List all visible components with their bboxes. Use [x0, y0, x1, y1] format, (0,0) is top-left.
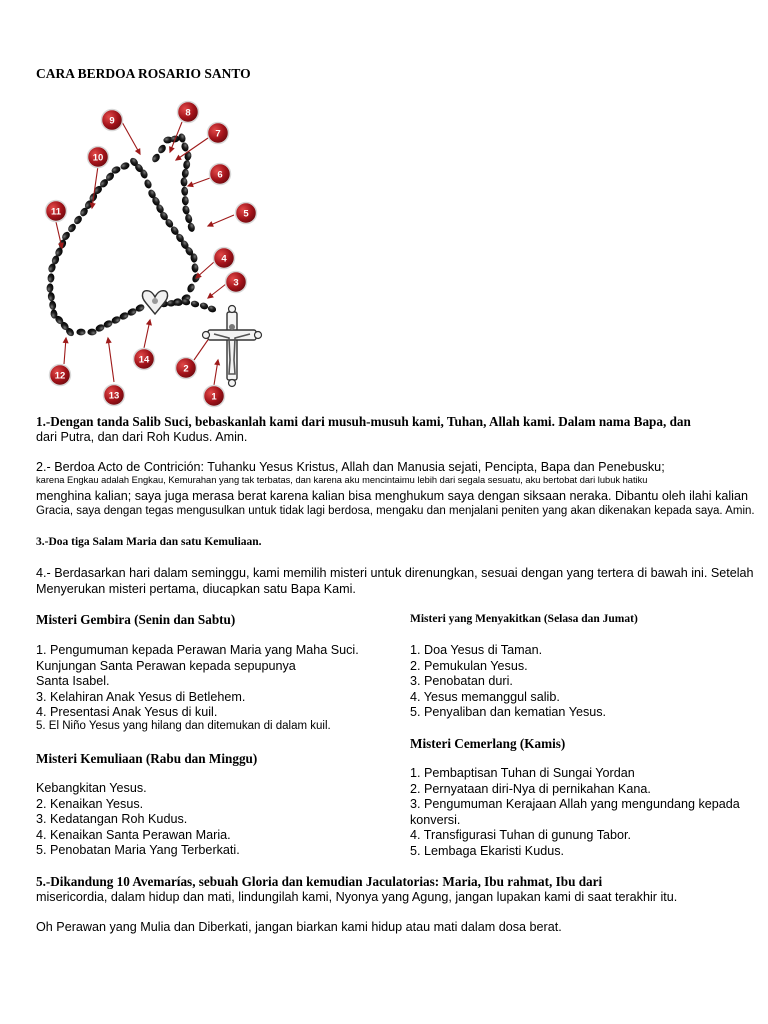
arrow-head [176, 156, 181, 160]
rosary-bead [191, 263, 199, 273]
list-item: 4. Presentasi Anak Yesus di kuil. [36, 705, 218, 719]
number-badge-label: 4 [221, 253, 227, 265]
arrow-head [215, 360, 219, 365]
list-item: Kebangkitan Yesus. [36, 781, 147, 795]
list-item: Kunjungan Santa Perawan kepada sepupunya [36, 658, 296, 673]
number-badge-label: 10 [92, 152, 104, 164]
rosary-bead [143, 178, 153, 189]
closing-prayer: Oh Perawan yang Mulia dan Diberkati, jangan biarkan kami hidup atau mati dalam dosa berat. [36, 920, 562, 934]
number-badge-label: 2 [183, 363, 189, 375]
list-item: 3. Penobatan duri. [410, 674, 513, 688]
rosary-bead [47, 292, 55, 302]
rosary-bead [76, 329, 85, 336]
list-item: konversi. [410, 812, 461, 827]
rosary-bead [47, 273, 55, 283]
arrow-head [136, 149, 140, 154]
menyakitkan-list [410, 643, 606, 721]
list-item: 3. Pengumuman Kerajaan Allah yang mengundang kepada [410, 797, 740, 811]
list-item: 3. Kedatangan Roh Kudus. [36, 812, 188, 826]
list-item: 2. Kenaikan Yesus. [36, 796, 144, 811]
pointer-arrow [108, 338, 114, 382]
rosary-bead [46, 283, 54, 293]
list-item: 4. Transfigurasi Tuhan di gunung Tabor. [410, 828, 632, 842]
list-item: 2. Pemukulan Yesus. [410, 658, 528, 673]
rosary-bead [180, 177, 187, 187]
arrow-head [107, 338, 111, 343]
rosary-bead [157, 143, 168, 154]
list-item: 4. Kenaikan Santa Perawan Maria. [36, 827, 231, 842]
list-item: 3. Kelahiran Anak Yesus di Betlehem. [36, 689, 246, 704]
number-badge-label: 11 [50, 206, 62, 218]
gembira-list [36, 643, 359, 721]
step1-line2: dari Putra, dan dari Roh Kudus. Amin. [36, 430, 248, 444]
rosary-bead [186, 282, 196, 293]
number-badge-label: 7 [215, 128, 221, 140]
rosary-bead [183, 160, 191, 170]
crucifix-icon [203, 306, 262, 387]
rosary-bead [119, 161, 130, 171]
rosary-illustration [36, 98, 268, 410]
rosary-bead [199, 302, 209, 311]
list-item: 1. Pembaptisan Tuhan di Sungai Yordan [410, 766, 635, 780]
cemerlang-list [410, 766, 740, 859]
step5-line1: 5.-Dikandung 10 Avemarías, sebuah Gloria dan kemudian Jaculatorias: Maria, Ibu rahmat, Ibu dari [36, 874, 603, 889]
kemuliaan-heading: Misteri Kemuliaan (Rabu dan Minggu) [36, 751, 258, 766]
number-badge-label: 6 [217, 169, 223, 181]
step2-line4: Gracia, saya dengan tegas mengusulkan untuk tidak lagi berdosa, mengaku dan menjalani peniten yang akan dikenakan kepada saya. Amin. [36, 505, 755, 517]
arrow-head [147, 320, 151, 325]
rosary-bead [181, 205, 190, 216]
rosary-bead [207, 305, 217, 314]
rosary-bead [184, 151, 192, 161]
rosary-bead [180, 142, 189, 153]
rosary-bead [181, 168, 189, 178]
arrow-head [64, 338, 68, 343]
step2-line2: karena Engkau adalah Engkau, Kemurahan yang tak terbatas, dan karena aku mencintaimu lebih dari segala sesuatu, aku bertobat dari lubuk hatiku [36, 475, 648, 485]
rosary-bead [182, 196, 189, 206]
list-item: 1. Doa Yesus di Taman. [410, 643, 543, 657]
number-badge-label: 3 [233, 277, 239, 289]
rosary-bead [190, 300, 200, 308]
number-badge-label: 14 [138, 354, 150, 366]
number-badge-label: 13 [108, 390, 120, 402]
rosary-bead [49, 300, 57, 310]
step2-line1: 2.- Berdoa Acto de Contrición: Tuhanku Yesus Kristus, Allah dan Manusia sejati, Pencipta, Bapa dan Penebusku; [36, 460, 665, 474]
list-item: 4. Yesus memanggul salib. [410, 689, 560, 704]
rosary-bead [87, 329, 96, 336]
rosary-bead [177, 133, 186, 144]
center-medal-icon [142, 291, 167, 314]
menyakitkan-heading: Misteri yang Menyakitkan (Selasa dan Jumat) [410, 613, 638, 625]
number-badge-label: 12 [54, 370, 66, 382]
rosary-bead [187, 222, 196, 233]
gembira-last-item: 5. El Niño Yesus yang hilang dan ditemukan di dalam kuil. [36, 720, 331, 732]
step1-line1: 1.-Dengan tanda Salib Suci, bebaskanlah kami dari musuh-musuh kami, Tuhan, Allah kami. Dalam nama Bapa, dan [36, 414, 691, 429]
arrow-head [91, 203, 95, 208]
pointer-arrow [122, 122, 140, 154]
number-badge-label: 5 [243, 208, 249, 220]
step3-text: 3.-Doa tiga Salam Maria dan satu Kemuliaan. [36, 536, 262, 548]
rosary-arrows [56, 122, 234, 385]
arrow-head [208, 222, 213, 226]
number-badge-label: 9 [109, 115, 115, 127]
rosary-bead [184, 213, 193, 224]
step5-line2: misericordia, dalam hidup dan mati, lindungilah kami, Nyonya yang Agung, jangan lupakan kami di saat terakhir itu. [36, 890, 678, 904]
step2-line3: menghina kalian; saya juga merasa berat karena kalian bisa menghukum saya dengan siksaan neraka. Dibantu oleh ilahi kalian [36, 489, 748, 503]
gembira-heading: Misteri Gembira (Senin dan Sabtu) [36, 612, 236, 627]
cemerlang-heading: Misteri Cemerlang (Kamis) [410, 736, 566, 751]
number-badge-label: 1 [211, 391, 217, 403]
list-item: 5. Lembaga Ekaristi Kudus. [410, 843, 565, 858]
list-item: 5. Penyaliban dan kematian Yesus. [410, 705, 607, 719]
list-item: 2. Pernyataan diri-Nya di pernikahan Kana. [410, 781, 651, 796]
rosary-bead [151, 152, 162, 163]
kemuliaan-list [36, 781, 240, 859]
arrow-head [170, 147, 174, 152]
list-item: 5. Penobatan Maria Yang Terberkati. [36, 843, 240, 857]
list-item: Santa Isabel. [36, 674, 110, 688]
rosary-beads [46, 133, 217, 338]
rosary-number-badges [46, 102, 257, 407]
step4-line2: Menyerukan misteri pertama, diucapkan satu Bapa Kami. [36, 582, 356, 596]
rosary-bead [181, 186, 188, 196]
number-badge-label: 8 [185, 107, 191, 119]
arrow-head [188, 182, 193, 186]
step4-line1: 4.- Berdasarkan hari dalam seminggu, kami memilih misteri untuk direnungkan, sesuai dengan yang tertera di bawah ini. Setelah [36, 566, 754, 580]
list-item: 1. Pengumuman kepada Perawan Maria yang Maha Suci. [36, 643, 359, 657]
page-title: CARA BERDOA ROSARIO SANTO [36, 66, 251, 81]
